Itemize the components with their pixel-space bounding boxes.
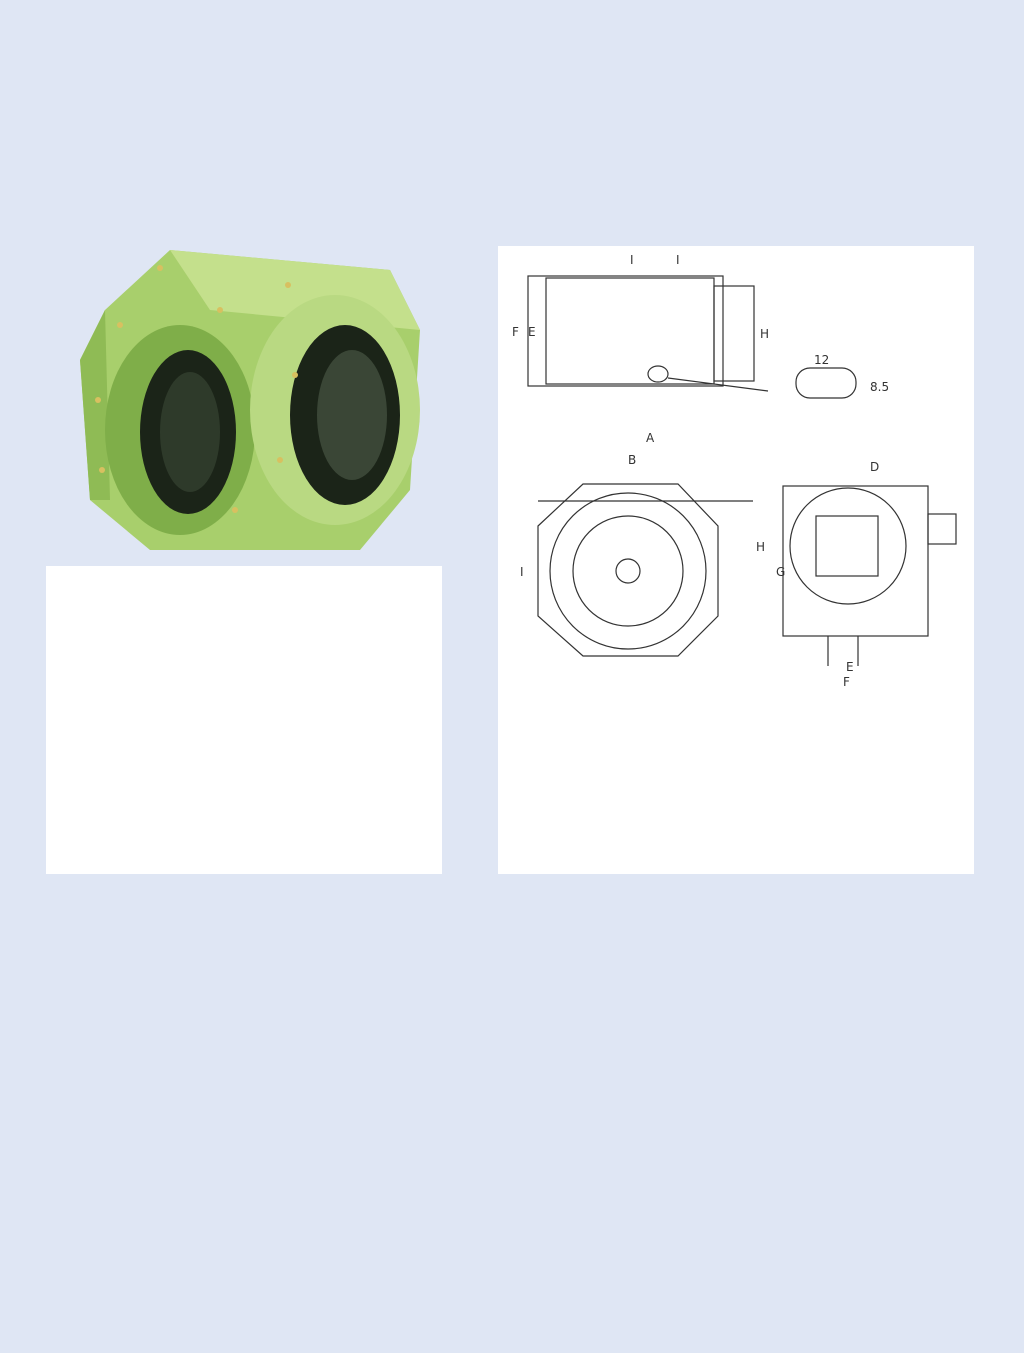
drawing-svg <box>498 246 974 686</box>
svg-text:E: E <box>846 660 854 674</box>
svg-text:B: B <box>628 453 637 467</box>
chart-svg <box>46 566 442 874</box>
svg-text:G: G <box>776 565 786 579</box>
svg-text:I: I <box>630 253 634 267</box>
svg-text:H: H <box>756 540 766 554</box>
fan-photo <box>60 250 480 560</box>
svg-text:8.5: 8.5 <box>870 380 890 394</box>
svg-text:A: A <box>646 431 655 445</box>
svg-text:E: E <box>528 325 536 339</box>
svg-text:I: I <box>520 565 524 579</box>
svg-text:12: 12 <box>814 353 830 367</box>
svg-text:I: I <box>676 253 680 267</box>
page-header <box>0 0 1024 50</box>
svg-text:F: F <box>512 325 519 339</box>
performance-chart <box>46 566 442 874</box>
svg-text:H: H <box>760 327 770 341</box>
svg-text:F: F <box>843 675 850 686</box>
svg-text:D: D <box>870 460 880 474</box>
dimension-drawing <box>498 246 974 874</box>
